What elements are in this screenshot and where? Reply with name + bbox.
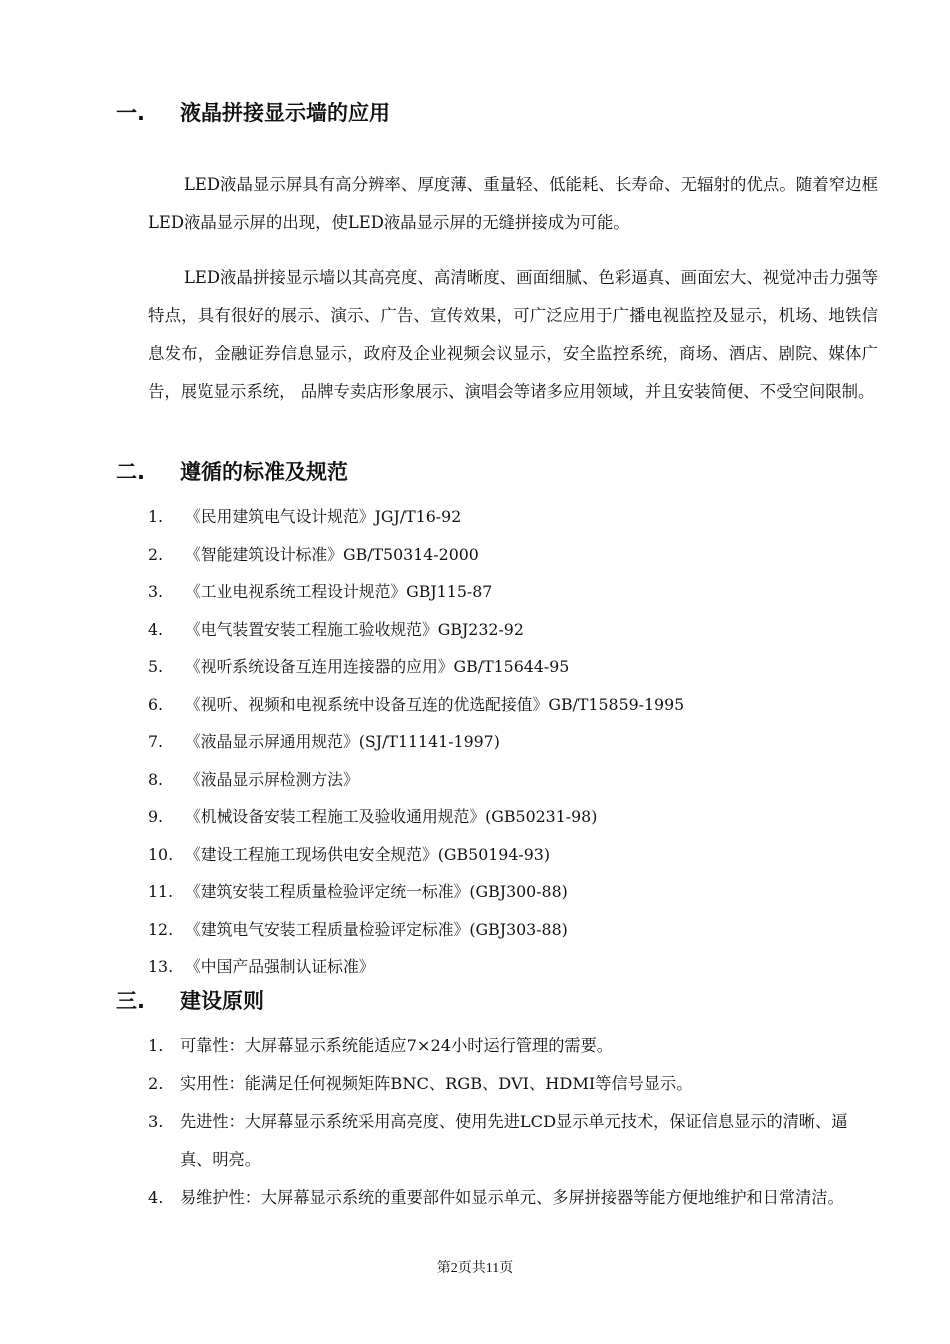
item-text: 《电气装置安装工程施工验收规范》GBJ232-92 <box>185 619 524 639</box>
section-heading-3 <box>116 986 264 1016</box>
item-text: 《工业电视系统工程设计规范》GBJ115-87 <box>185 582 493 601</box>
item-number: 10. <box>148 844 174 864</box>
item-number: 3. <box>148 1112 164 1131</box>
item-text: 《液晶显示屏检测方法》 <box>185 769 359 789</box>
item-number: 2. <box>148 544 164 564</box>
list-item <box>148 798 878 836</box>
item-text: 《民用建筑电气设计规范》JGJ/T16-92 <box>185 507 462 526</box>
list-item <box>148 1103 878 1179</box>
section-number: 三. <box>116 989 145 1013</box>
item-text: 《视听系统设备互连用连接器的应用》GB/T15644-95 <box>185 657 570 676</box>
item-number: 4. <box>148 619 164 639</box>
list-item <box>148 498 878 536</box>
list-item <box>148 836 878 874</box>
item-text: 《机械设备安装工程施工及验收通用规范》(GB50231-98) <box>185 807 598 826</box>
section-title: 建设原则 <box>180 989 264 1013</box>
page-footer: 第2页共11页 <box>436 1261 514 1276</box>
list-item <box>148 648 878 686</box>
item-number: 2. <box>148 1074 164 1093</box>
standards-list <box>148 498 878 986</box>
item-number: 12. <box>148 919 174 939</box>
item-text: 先进性：大屏幕显示系统采用高亮度、使用先进LCD显示单元技术，保证信息显示的清晰、逼真、明亮。 <box>180 1112 848 1169</box>
list-item <box>148 911 878 949</box>
item-text: 实用性：能满足任何视频矩阵BNC、RGB、DVI、HDMI等信号显示。 <box>180 1074 693 1093</box>
item-number: 6. <box>148 694 164 714</box>
section-title: 遵循的标准及规范 <box>180 460 348 484</box>
section-number: 二. <box>116 460 145 484</box>
list-item <box>148 1027 878 1065</box>
item-number: 7. <box>148 732 164 751</box>
item-text: 易维护性：大屏幕显示系统的重要部件如显示单元、多屏拼接器等能方便地维护和日常清洁。 <box>180 1188 844 1207</box>
item-number: 1. <box>148 1036 164 1055</box>
paragraph-applications: LED液晶拼接显示墙以其高亮度、高清晰度、画面细腻、色彩逼真、画面宏大、视觉冲击力强等特点，具有很好的展示、演示、广告、宣传效果，可广泛应用于广播电视监控及显示，机场、地铁信息发布，金融证券信息显示，政府及企业视频会议显示，安全监控系统，商场、酒店、剧院、媒体广告，展览显示系统， 品牌专卖店形象展示、演唱会等诸多应用领域，并且安装简便、不受空间限制。 <box>148 268 878 401</box>
list-item <box>148 573 878 611</box>
section-heading-1 <box>116 98 390 128</box>
item-text: 《中国产品强制认证标准》 <box>185 957 375 976</box>
list-item <box>148 686 878 724</box>
item-number: 3. <box>148 582 164 601</box>
principles-list <box>148 1027 878 1217</box>
section-title: 液晶拼接显示墙的应用 <box>180 101 390 125</box>
section-number: 一. <box>116 101 145 125</box>
section-heading-2 <box>116 457 348 487</box>
item-number: 8. <box>148 769 164 789</box>
list-item <box>148 761 878 799</box>
item-text: 《建筑安装工程质量检验评定统一标准》(GBJ300-88) <box>185 882 568 901</box>
item-number: 5. <box>148 657 164 676</box>
list-item <box>148 723 878 761</box>
item-text: 《视听、视频和电视系统中设备互连的优选配接值》GB/T15859-1995 <box>185 694 685 714</box>
item-text: 《建筑电气安装工程质量检验评定标准》(GBJ303-88) <box>185 919 568 939</box>
list-item <box>148 1065 878 1103</box>
paragraph-intro: LED液晶显示屏具有高分辨率、厚度薄、重量轻、低能耗、长寿命、无辐射的优点。随着窄边框LED液晶显示屏的出现，使LED液晶显示屏的无缝拼接成为可能。 <box>148 175 878 232</box>
item-number: 11. <box>148 882 174 901</box>
item-text: 可靠性：大屏幕显示系统能适应7×24小时运行管理的需要。 <box>180 1036 613 1055</box>
list-item <box>148 1179 878 1217</box>
item-text: 《建设工程施工现场供电安全规范》(GB50194-93) <box>185 844 550 864</box>
list-item <box>148 536 878 574</box>
item-number: 9. <box>148 807 164 826</box>
list-item <box>148 948 878 986</box>
item-text: 《智能建筑设计标准》GB/T50314-2000 <box>185 544 479 564</box>
item-number: 13. <box>148 957 174 976</box>
item-number: 4. <box>148 1188 164 1207</box>
list-item <box>148 611 878 649</box>
item-text: 《液晶显示屏通用规范》(SJ/T11141-1997) <box>185 732 500 751</box>
item-number: 1. <box>148 507 164 526</box>
list-item <box>148 873 878 911</box>
